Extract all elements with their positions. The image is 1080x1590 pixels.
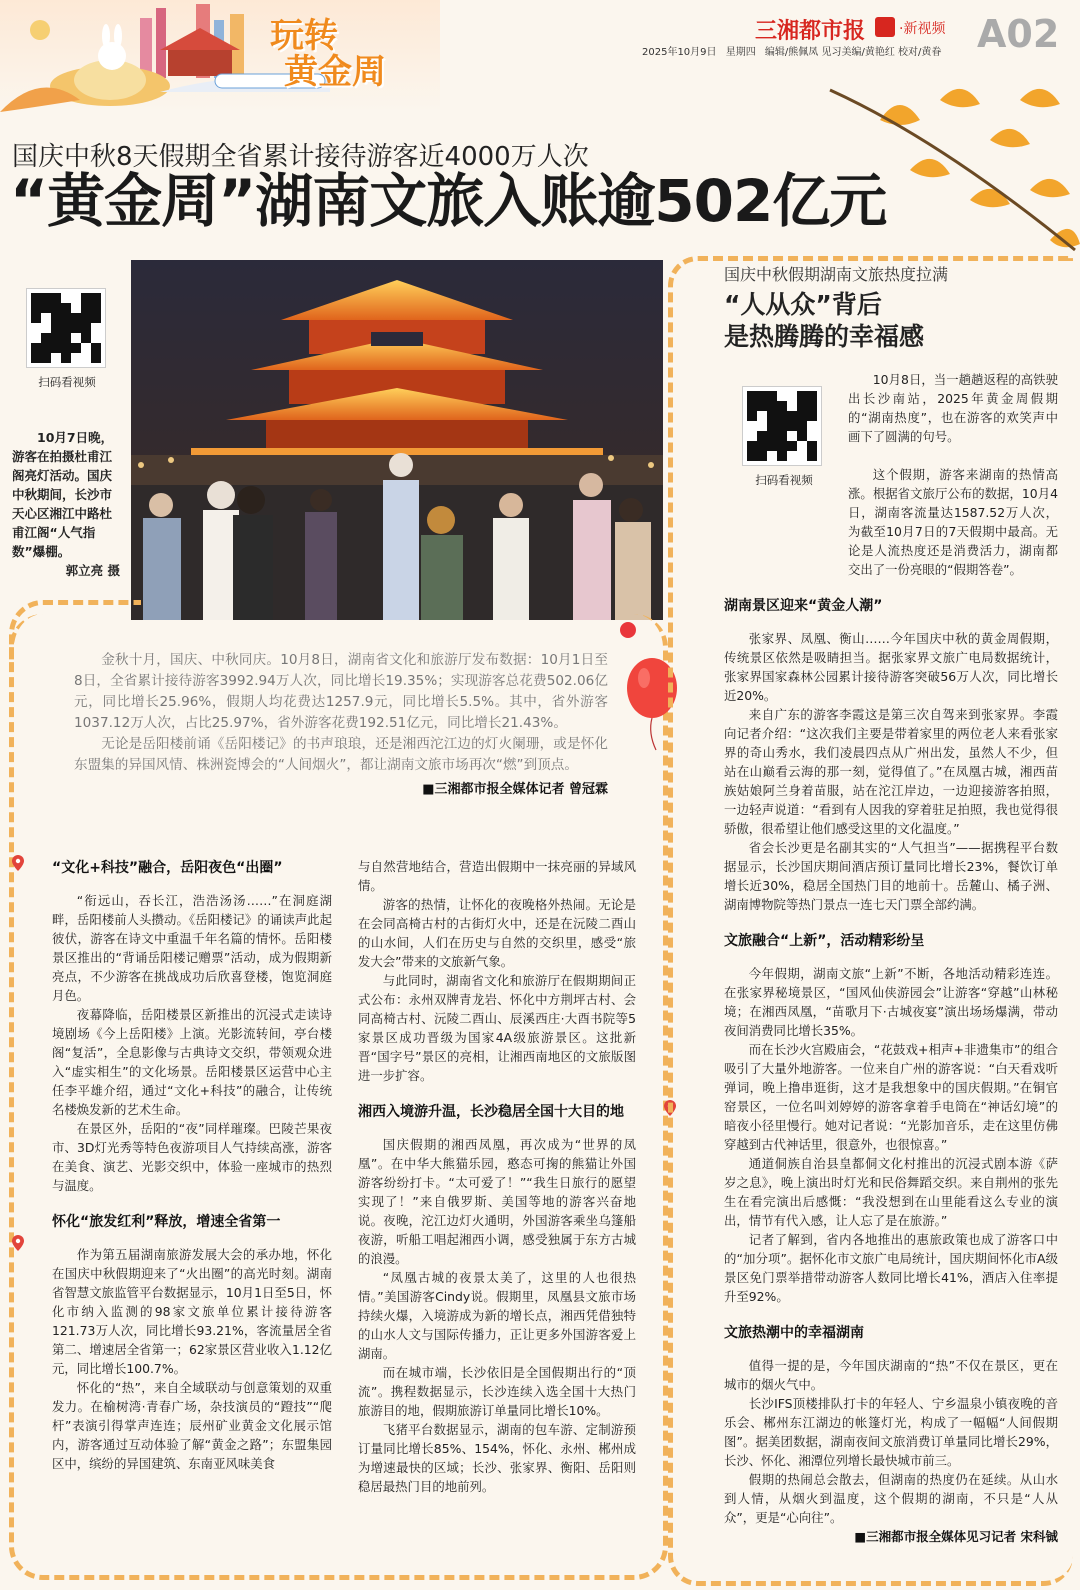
qr-module	[797, 421, 807, 431]
paragraph: 作为第五届湖南旅游发展大会的承办地，怀化在国庆中秋假期迎来了“火出圈”的高光时刻。湖南省智慧文旅监管平台数据显示，10月1日至5日，怀化市纳入监测的98家文旅单位累计接待游客121.73万人次，同比增长93.21%，客流量居全省第二、增速居全省第一；62家景区营业收入1.12亿元，同比增长100.7%。	[52, 1247, 332, 1376]
lead-paragraph-1: 金秋十月，国庆、中秋同庆。10月8日，湖南省文化和旅游厅发布数据：10月1日至8日，全省累计接待游客3992.94万人次，同比增长19.35%；实现游客总花费502.06亿元，同比增长25.96%，假期人均花费达1257.9元，同比增长5.5%。其中，省外游客1037.12万人次，占比25.97%，省外游客花费192.51亿元，同比增长21.43%。	[74, 652, 608, 731]
qr-module	[807, 391, 817, 401]
qr-module	[81, 333, 91, 343]
qr-module	[51, 323, 61, 333]
qr-module	[767, 391, 777, 401]
location-pin-icon	[12, 1235, 24, 1251]
right-byline: ■三湘都市报全媒体见习记者 宋科铖	[854, 1529, 1058, 1544]
qr-module	[41, 303, 51, 313]
paragraph: 值得一提的是，今年国庆湖南的“热”不仅在景区，更在城市的烟火气中。	[724, 1358, 1058, 1392]
qr-module	[51, 313, 61, 323]
right-article	[724, 262, 1060, 353]
qr-module	[747, 401, 757, 411]
qr-module	[91, 323, 101, 333]
qr-module	[797, 411, 807, 421]
qr-module	[41, 333, 51, 343]
qr-module	[787, 391, 797, 401]
qr-module	[777, 411, 787, 421]
qr-module	[71, 353, 81, 363]
paragraph: 这个假期，游客来湖南的热情高涨。根据省文旅厅公布的数据，10月4日，湖南客流量达1587.52万人次，为截至10月7日的7天假期中最高。无论是人流热度还是消费活力，湖南都交出了一份亮眼的“假期答卷”。	[848, 467, 1058, 577]
qr-module	[41, 343, 51, 353]
section-title-huaihua: 怀化“旅发红利”释放，增速全省第一	[52, 1214, 281, 1230]
qr-module	[777, 421, 787, 431]
paragraph: 飞猪平台数据显示，湖南的包车游、定制游预订量同比增长85%、154%，怀化、永州、郴州成为增速最快的区域；长沙、张家界、衡阳、岳阳则稳居最热门目的地前列。	[358, 1422, 636, 1494]
qr-module	[767, 421, 777, 431]
column-1	[52, 857, 332, 1473]
partner-name: ·新视频	[899, 21, 946, 37]
qr-module	[797, 431, 807, 441]
banner-title	[270, 18, 386, 90]
qr-module	[787, 451, 797, 461]
photo-credit: 郭立亮 摄	[65, 563, 120, 578]
qr-module	[61, 353, 71, 363]
qr-module	[71, 323, 81, 333]
right-kicker: 国庆中秋假期湖南文旅热度拉满	[724, 265, 949, 284]
paragraph: 夜幕降临，岳阳楼景区新推出的沉浸式走读诗境剧场《今上岳阳楼》上演。光影流转间，亭台楼阁“复活”，全息影像与古典诗文交织，带领观众进入“虚实相生”的文化场景。岳阳楼景区运营中心主任李平雄介绍，通过“文化+科技”的融合，让传统名楼焕发新的艺术生命。	[52, 1007, 332, 1117]
paragraph: “凤凰古城的夜景太美了，这里的人也很热情。”美国游客Cindy说。假期里，凤凰县文旅市场持续火爆，入境游成为新的增长点，湘西凭借独特的山水人文与国际传播力，正让更多外国游客爱上湖南。	[358, 1270, 636, 1361]
qr-module	[777, 401, 787, 411]
qr-module	[71, 333, 81, 343]
qr-module	[787, 431, 797, 441]
paragraph: 长沙IFS顶楼排队打卡的年轻人、宁乡温泉小镇夜晚的音乐会、郴州东江湖边的帐篷灯光，构成了一幅幅“人间假期图”。据美团数据，湖南夜间文旅消费订单量同比增长29%，长沙、怀化、湘潭位列增长最快城市前三。	[724, 1396, 1058, 1468]
paragraph: 游客的热情，让怀化的夜晚格外热闹。无论是在会同高椅古村的古街灯火中，还是在沅陵二酉山的山水间，人们在历史与自然的交织里，感受“旅发大会”带来的文旅新气象。	[358, 897, 636, 969]
qr-module	[51, 333, 61, 343]
qr-module	[71, 293, 81, 303]
qr-module	[31, 343, 41, 353]
qr-module	[767, 411, 777, 421]
issue-weekday: 星期四	[725, 47, 756, 58]
qr-module	[31, 313, 41, 323]
section-title-xiangxi: 湘西入境游升温，长沙稳居全国十大目的地	[358, 1104, 624, 1120]
headline-kicker: 国庆中秋8天假期全省累计接待游客近4000万人次	[12, 142, 589, 172]
paragraph: 与此同时，湖南省文化和旅游厅在假期期间正式公布：永州双牌青龙岩、怀化中方荆坪古村、会同高椅古村、沅陵二酉山、辰溪西庄·大酉书院等5家景区成功晋级为国家4A级旅游景区。这批新晋“国字号”景区的亮相，让湘西南地区的文旅版图进一步扩容。	[358, 973, 636, 1083]
qr-module	[31, 293, 41, 303]
paragraph: 怀化的“热”，来自全域联动与创意策划的双重发力。在榆树湾·青春广场，杂技演员的“蹬技”“爬杆”表演引得掌声连连；辰州矿业黄金文化展示馆内，游客通过互动体验了解“黄金之路”；东盟集园区中，缤纷的异国建筑、东南亚风味美食	[52, 1380, 332, 1471]
photo-caption-text: 10月7日晚，游客在拍摄杜甫江阁亮灯活动。国庆中秋期间，长沙市天心区湘江中路杜甫江阁“人气指数”爆棚。	[12, 430, 114, 559]
qr-module	[61, 293, 71, 303]
qr-module	[777, 431, 787, 441]
column-2	[358, 857, 636, 1496]
qr-module	[71, 343, 81, 353]
qr-module	[61, 313, 71, 323]
qr-module	[777, 441, 787, 451]
qr-module	[61, 343, 71, 353]
paragraph: 通道侗族自治县皇都侗文化村推出的沉浸式剧本游《萨岁之息》，晚上演出时灯光和民俗舞蹈交织。来自荆州的张先生在看完演出后感慨：“我没想到在山里能看这么专业的演出，情节有代入感，让人忘了是在旅游。”	[724, 1156, 1058, 1228]
paragraph: 而在长沙火宫殿庙会，“花鼓戏+相声+非遗集市”的组合吸引了大量外地游客。一位来自广州的游客说：“白天看戏听弹词，晚上撸串逛街，这才是我想象中的国庆假期。”在铜官窑景区，一位名叫刘婷婷的游客拿着手电筒在“神话幻境”的暗夜小径里慢行。她对记者说：“光影加音乐，走在这里仿佛穿越到古代神话里，很意外，也很惊喜。”	[724, 1042, 1059, 1152]
qr-module	[51, 353, 61, 363]
qr-module	[797, 391, 807, 401]
qr-module	[787, 441, 797, 451]
lead-byline: ■三湘都市报全媒体记者 曾冠霖	[422, 782, 608, 797]
paragraph: 今年假期，湖南文旅“上新”不断，各地活动精彩连连。在张家界秘境景区，“国风仙侠游园会”让游客“穿越”山林秘境；在湘西凤凰，“苗歌月下·古城夜宴”演出场场爆满，带动夜间消费同比增长35%。	[724, 966, 1058, 1038]
section-title-scenic: 湖南景区迎来“黄金人潮”	[724, 598, 883, 614]
qr-module	[757, 401, 767, 411]
pavilion-night-photo	[131, 260, 663, 620]
paragraph: 国庆假期的湘西凤凰，再次成为“世界的凤凰”。在中华大熊猫乐园，憨态可掬的熊猫让外国游客纷纷打卡。“太可爱了！”“我生日旅行的愿望实现了！”来自俄罗斯、美国等地的游客兴奋地说。夜晚，沱江边灯火通明，外国游客乘坐乌篷船夜游，听船工唱起湘西小调，感受独属于东方古城的浪漫。	[358, 1137, 636, 1266]
qr-module	[31, 333, 41, 343]
headline-main: “黄金周”湖南文旅入账逾502亿元	[10, 167, 887, 235]
section-title-new: 文旅融合“上新”，活动精彩纷呈	[724, 933, 925, 949]
qr-module	[747, 451, 757, 461]
paragraph: 在景区外，岳阳的“夜”同样璀璨。巴陵芒果夜市、3D灯光秀等特色夜游项目人气持续高涨，游客在美食、演艺、光影交织中，体验一座城市的热烈与温度。	[52, 1121, 332, 1193]
qr-module	[767, 451, 777, 461]
qr-module	[747, 411, 757, 421]
paragraph: 假期的热闹总会散去，但湖南的热度仍在延续。从山水到人情，从烟火到温度，这个假期的湖南，不只是“人从众”，更是“心向往”。	[724, 1472, 1058, 1525]
qr-module	[41, 313, 51, 323]
qr-module	[31, 303, 41, 313]
qr-module	[797, 401, 807, 411]
qr-module	[71, 313, 81, 323]
section-title-yueyang: “文化+科技”融合，岳阳夜色“出圈”	[52, 860, 283, 876]
paragraph: “衔远山，吞长江，浩浩汤汤……”在洞庭湖畔，岳阳楼前人头攒动。《岳阳楼记》的诵读声此起彼伏，游客在诗文中重温千年名篇的情怀。岳阳楼景区推出的“背诵岳阳楼记赠票”活动，成为假期新亮点，不少游客在挑战成功后欣喜登楼，饱览洞庭月色。	[52, 893, 332, 1003]
qr-module	[807, 451, 817, 461]
qr-module	[91, 303, 101, 313]
qr-module	[81, 313, 91, 323]
paper-logo-icon	[875, 17, 895, 37]
banner-illustration	[0, 0, 440, 112]
lead-paragraph-2: 无论是岳阳楼前诵《岳阳楼记》的书声琅琅，还是湘西沱江边的灯火阑珊，或是怀化东盟集的异国风情、株洲瓷博会的“人间烟火”，都让湖南文旅市场再次“燃”到顶点。	[74, 736, 608, 773]
qr-module	[807, 421, 817, 431]
qr-block-left	[20, 288, 114, 390]
main-photo	[131, 260, 663, 620]
qr-module	[767, 441, 777, 451]
paragraph: 来自广东的游客李霞这是第三次自驾来到张家界。李霞向记者介绍：“这次我们主要是带着家里的两位老人来看张家界的奇山秀水，我们凌晨四点从广州出发，虽然人不少，但站在山巅看云海的那一刻，觉得值了。”在凤凰古城，湘西苗族姑娘阿兰身着苗服，站在沱江岸边，一边迎接游客拍照，一边轻声说道：“看到有人因我的穿着驻足拍照，我也觉得很骄傲，很希望让他们感受这里的文化温度。”	[724, 707, 1058, 836]
qr-module	[757, 421, 767, 431]
qr-module	[41, 353, 51, 363]
qr-module	[31, 353, 41, 363]
qr-module	[31, 323, 41, 333]
qr-module	[777, 391, 787, 401]
paper-name: 三湘都市报	[755, 18, 866, 44]
qr-module	[807, 411, 817, 421]
qr-module	[51, 303, 61, 313]
qr-module	[797, 451, 807, 461]
section-title-happiness: 文旅热潮中的幸福湖南	[724, 1325, 864, 1341]
qr-module	[81, 323, 91, 333]
qr-module	[51, 343, 61, 353]
qr-module	[91, 353, 101, 363]
qr-module	[787, 401, 797, 411]
qr-module	[71, 303, 81, 313]
paragraph: 张家界、凤凰、衡山……今年国庆中秋的黄金周假期，传统景区依然是吸睛担当。据张家界文旅广电局数据统计，张家界国家森林公园累计接待游客突破56万人次，同比增长近20%。	[724, 631, 1058, 703]
qr-code[interactable]	[26, 288, 106, 368]
qr-module	[81, 293, 91, 303]
qr-module	[807, 441, 817, 451]
qr-module	[797, 441, 807, 451]
banner-title-line1: 玩转	[270, 16, 338, 56]
qr-module	[787, 411, 797, 421]
qr-module	[61, 323, 71, 333]
qr-label: 扫码看视频	[755, 473, 813, 487]
paragraph: 而在城市端，长沙依旧是全国假期出行的“顶流”。携程数据显示，长沙连续入选全国十大热门旅游目的地，假期旅游订单量同比增长10%。	[358, 1365, 636, 1418]
qr-module	[777, 451, 787, 461]
qr-module	[747, 391, 757, 401]
paragraph: 记者了解到，省内各地推出的惠旅政策也成了游客口中的“加分项”。据怀化市文旅广电局统计，国庆期间怀化市A级景区免门票举措带动游客人数同比增长41%，酒店入住率提升至92%。	[724, 1232, 1058, 1304]
right-intro-wrap	[848, 370, 1058, 446]
qr-module	[747, 441, 757, 451]
qr-label: 扫码看视频	[38, 375, 96, 389]
qr-module	[807, 401, 817, 411]
page-number: A02	[977, 12, 1060, 56]
qr-module	[807, 431, 817, 441]
paragraph: 10月8日，当一趟趟返程的高铁驶出长沙南站，2025年黄金周假期的“湖南热度”，也在游客的欢笑声中画下了圆满的句号。	[848, 372, 1058, 444]
qr-module	[757, 431, 767, 441]
qr-module	[767, 401, 777, 411]
qr-module	[91, 343, 101, 353]
qr-module	[747, 431, 757, 441]
qr-module	[767, 431, 777, 441]
qr-module	[91, 293, 101, 303]
right-title-line2: 是热腾腾的幸福感	[724, 322, 925, 351]
qr-module	[757, 411, 767, 421]
banner-title-line2: 黄金周	[284, 52, 386, 92]
qr-module	[81, 303, 91, 313]
qr-module	[787, 421, 797, 431]
qr-code[interactable]	[742, 386, 822, 466]
right-body	[724, 465, 1058, 1545]
qr-module	[41, 323, 51, 333]
photo-caption	[12, 428, 120, 580]
qr-module	[51, 293, 61, 303]
qr-module	[757, 441, 767, 451]
qr-module	[757, 391, 767, 401]
qr-module	[81, 353, 91, 363]
qr-module	[61, 333, 71, 343]
qr-module	[757, 451, 767, 461]
qr-module	[91, 333, 101, 343]
qr-module	[61, 303, 71, 313]
issue-info	[642, 43, 972, 58]
lead-section	[74, 650, 608, 797]
location-pin-icon	[12, 855, 24, 871]
paragraph: 省会长沙更是名副其实的“人气担当”——据携程平台数据显示，长沙国庆期间酒店预订量同比增长23%，餐饮订单增长近30%，稳居全国热门目的地前十。岳麓山、橘子洲、湖南博物院等热门景点一连七天门票全部约满。	[724, 840, 1058, 912]
paragraph: 与自然营地结合，营造出假期中一抹亮丽的异域风情。	[358, 859, 636, 893]
qr-module	[81, 343, 91, 353]
issue-date: 2025年10月9日	[642, 47, 717, 58]
issue-editors: 编辑/熊佩凤 见习美编/黄艳红 校对/黄眷	[764, 47, 942, 58]
qr-module	[41, 293, 51, 303]
qr-module	[747, 421, 757, 431]
qr-module	[91, 313, 101, 323]
right-title-line1: “人从众”背后	[724, 290, 882, 319]
